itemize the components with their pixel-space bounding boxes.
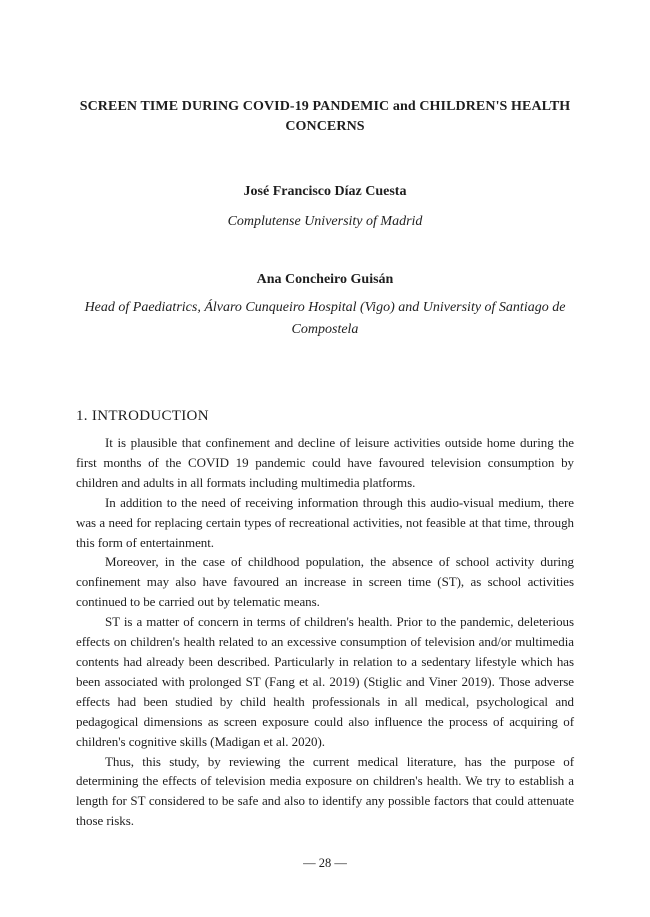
paragraph: ST is a matter of concern in terms of children's health. Prior to the pandemic, deleterious effects on children's health related to an excessive consumption of television and/or multimedia contents had already been described. Particularly in relation to a sedentary lifestyle which has been associated with prolonged ST (Fang et al. 2019) (Stiglic and Viner 2019). Those adverse effects had been studied by child health professionals in all medical, psychological and pedagogical dimensions as screen exposure could also influence the process of acquiring of children's cognitive skills (Madigan et al. 2020). <box>76 614 574 749</box>
author-affiliation-2: Head of Paediatrics, Álvaro Cunqueiro Hospital (Vigo) and University of Santiago de Compostela <box>84 300 566 337</box>
paragraph: Thus, this study, by reviewing the current medical literature, has the purpose of determining the effects of television media exposure on children's health. We try to establish a length for ST considered to be safe and also to identify any possible factors that could attenuate those risks. <box>76 753 574 829</box>
paragraph: Moreover, in the case of childhood population, the absence of school activity during confinement may also have favoured an increase in screen time (ST), as school activities continued to be carried out by telematic means. <box>76 554 574 610</box>
paragraph: It is plausible that confinement and decline of leisure activities outside home during the first months of the COVID 19 pandemic could have favoured television consumption by children and adults in all formats including multimedia platforms. <box>76 435 574 490</box>
section-body <box>76 433 574 831</box>
author-name-1: José Francisco Díaz Cuesta <box>243 184 407 199</box>
paper-title: SCREEN TIME DURING COVID-19 PANDEMIC and CHILDREN'S HEALTH CONCERNS <box>79 99 571 134</box>
section-heading: 1. INTRODUCTION <box>76 408 209 424</box>
page-number: — 28 — <box>303 856 347 870</box>
author-affiliation-1: Complutense University of Madrid <box>227 214 423 229</box>
paragraph: In addition to the need of receiving information through this audio-visual medium, there was a need for replacing certain types of recreational activities, not feasible at that time, through this form of entertainment. <box>76 494 574 550</box>
author-name-2: Ana Concheiro Guisán <box>256 272 394 287</box>
